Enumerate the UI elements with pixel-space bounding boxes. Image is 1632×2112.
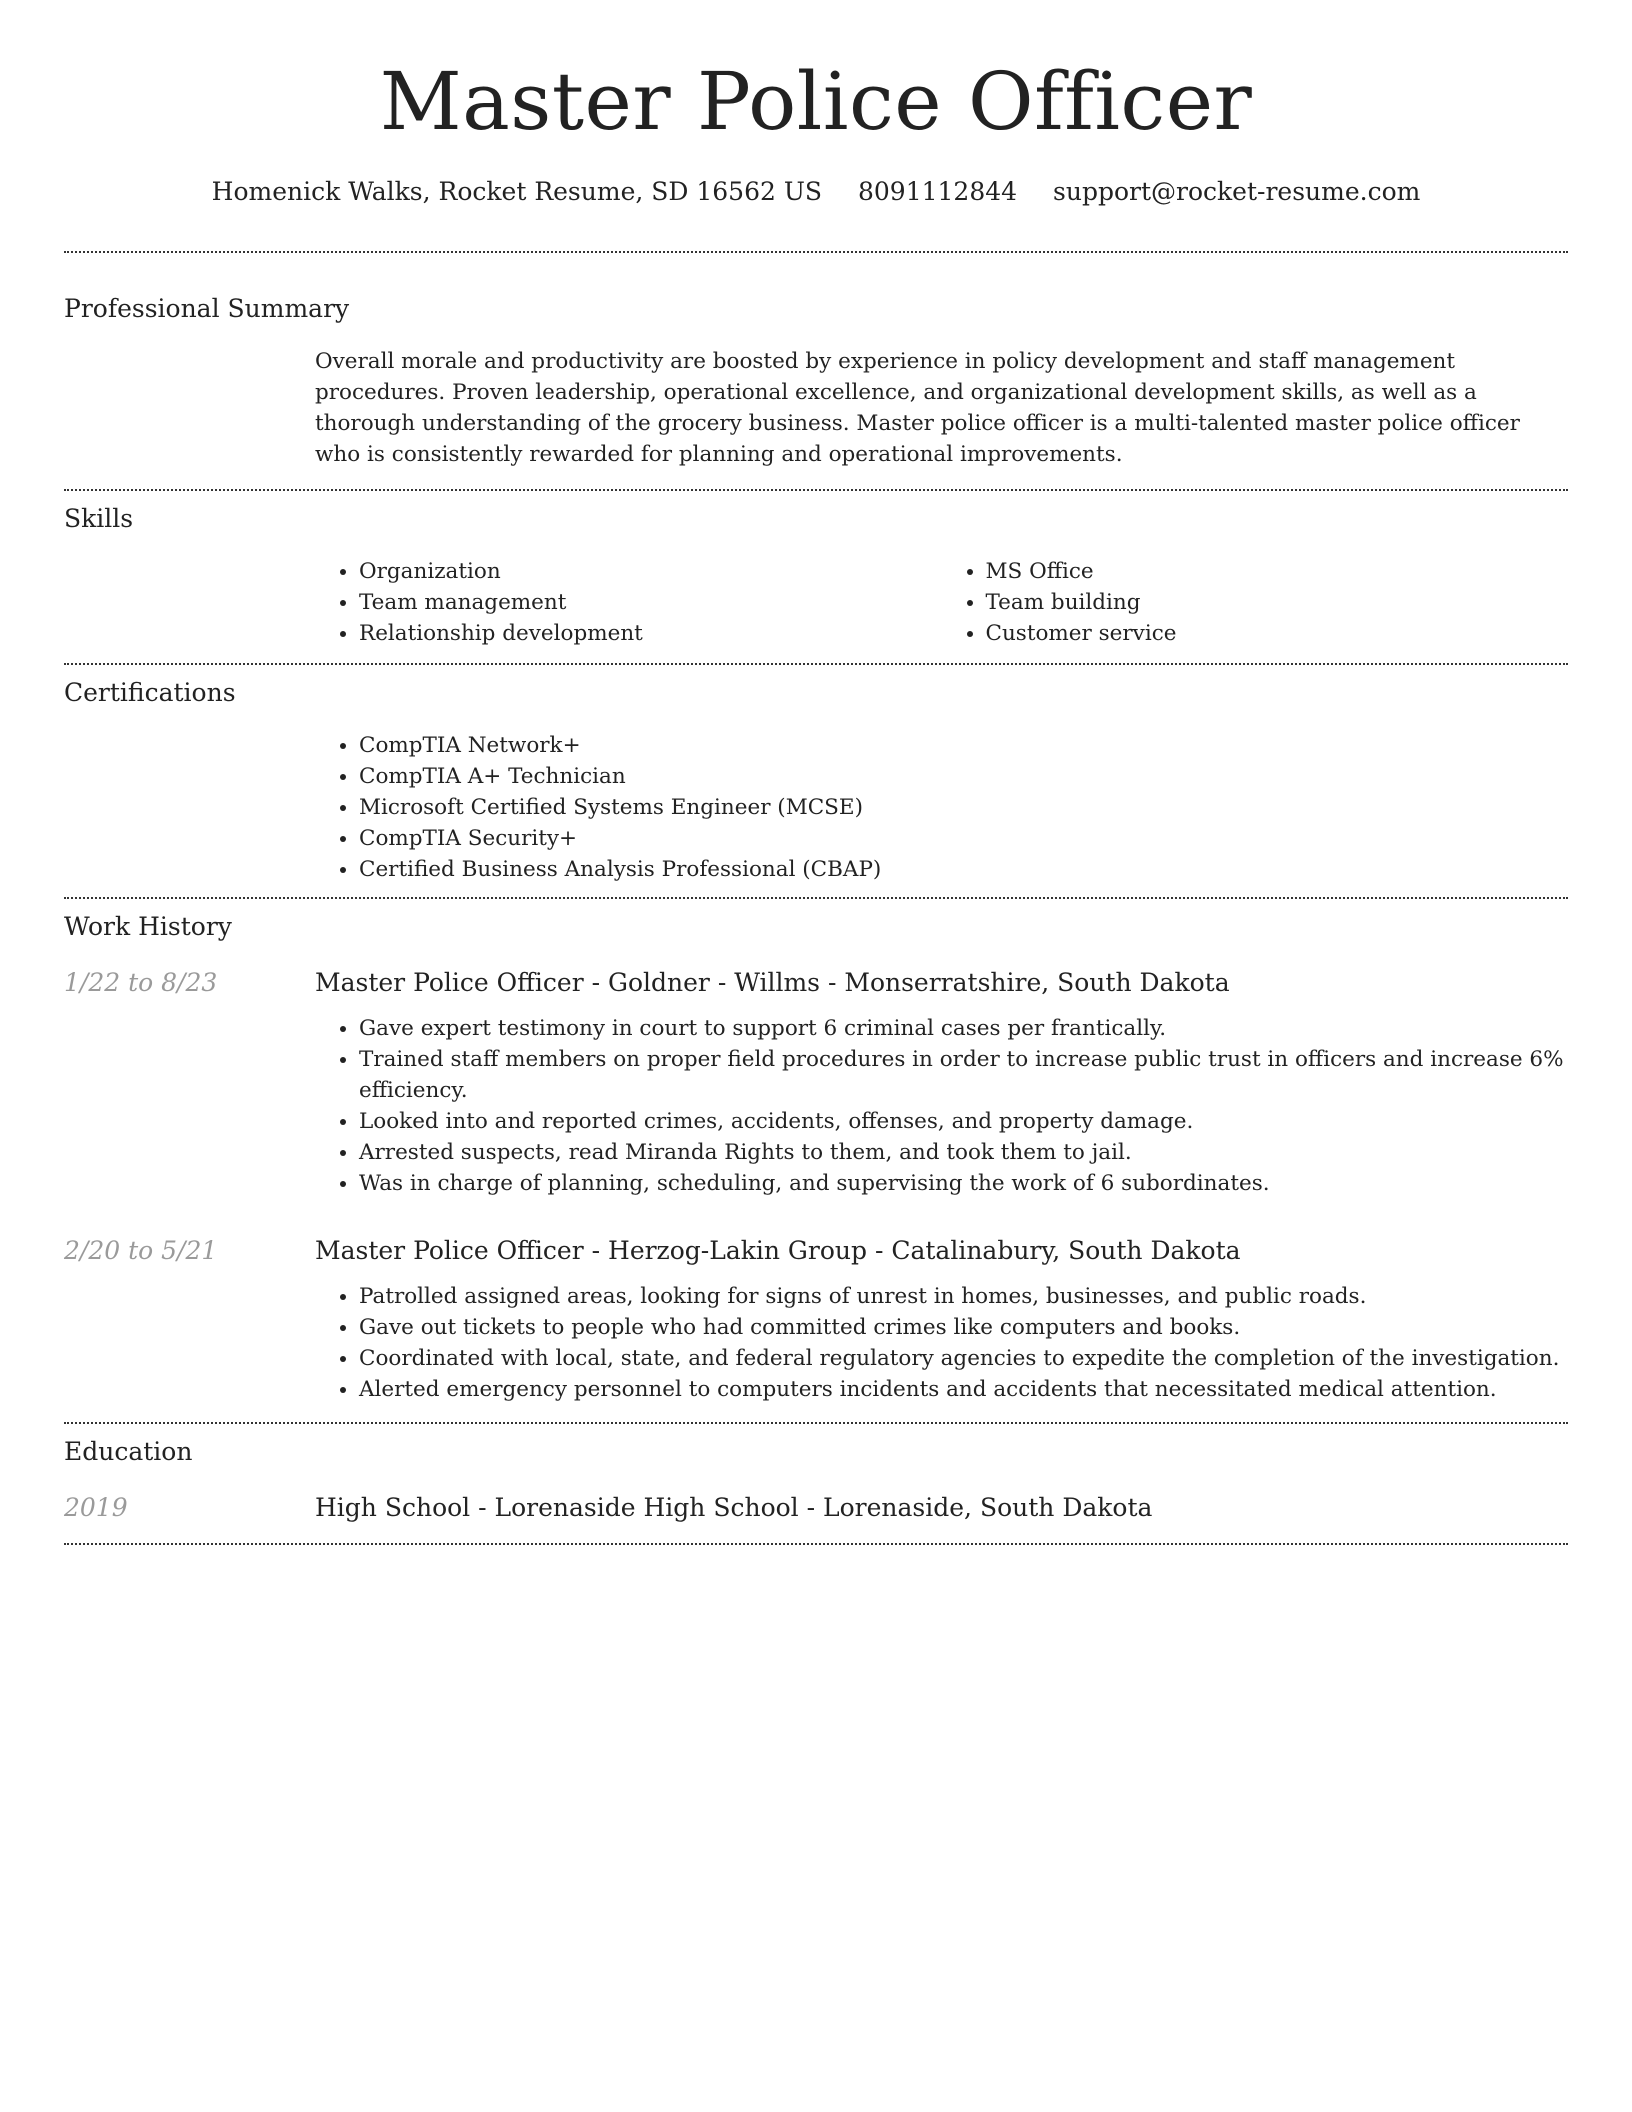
- resume-page: [64, 0, 1568, 1545]
- skill-item: • Team management: [359, 587, 942, 618]
- certifications-section: [64, 676, 1568, 885]
- skills-column-left: [315, 556, 942, 649]
- resume-title: Master Police Officer: [379, 55, 1253, 148]
- job-position: Master Police Officer: [315, 1236, 584, 1265]
- job-bullets: [315, 1013, 1568, 1199]
- contact-address: Homenick Walks, Rocket Resume, SD 16562 US: [211, 177, 823, 206]
- certification-item: • CompTIA Security+: [359, 823, 1568, 854]
- skills-list: [315, 556, 1568, 649]
- certifications-list: [315, 730, 1568, 885]
- certification-item: • Certified Business Analysis Professional (CBAP): [359, 854, 1568, 885]
- contact-line: [64, 172, 1568, 212]
- education-school-location: - Lorenaside High School - Lorenaside, South Dakota: [470, 1493, 1153, 1522]
- job-employer-location: - Goldner - Willms - Monserratshire, South Dakota: [583, 968, 1230, 997]
- section-divider: [64, 489, 1568, 491]
- summary-text: Overall morale and productivity are boosted by experience in policy development and staff management procedures. Proven leadership, operational excellence, and organizational development skills, as well as a thorough understanding of the grocery business. Master police officer is a multi-talented master police officer who is consistently rewarded for planning and operational improvements.: [315, 349, 1520, 467]
- certification-item: • CompTIA Network+: [359, 730, 1568, 761]
- education-degree: High School: [315, 1493, 471, 1522]
- education-date: 2019: [64, 1493, 128, 1522]
- job-employer-location: - Herzog-Lakin Group - Catalinabury, South Dakota: [583, 1236, 1241, 1265]
- job-bullet: • Gave expert testimony in court to support 6 criminal cases per frantically.: [359, 1013, 1568, 1044]
- job-heading: [315, 966, 1230, 1000]
- contact-email[interactable]: support@rocket-resume.com: [1053, 177, 1421, 206]
- section-divider: [64, 1422, 1568, 1424]
- job-dates: 2/20 to 5/21: [64, 1236, 218, 1265]
- job-position: Master Police Officer: [315, 968, 584, 997]
- section-divider: [64, 251, 1568, 253]
- job-bullet: • Arrested suspects, read Miranda Rights to them, and took them to jail.: [359, 1137, 1568, 1168]
- job-dates: 1/22 to 8/23: [64, 968, 218, 997]
- job-entry: [64, 966, 1568, 1000]
- job-bullet: • Trained staff members on proper field procedures in order to increase public trust in officers and increase 6% efficiency.: [359, 1044, 1568, 1106]
- job-entry: [64, 1234, 1568, 1268]
- skills-column-right: [942, 556, 1569, 649]
- summary-section: [64, 292, 1568, 470]
- work-history-heading: Work History: [64, 912, 232, 941]
- skill-item: • Relationship development: [359, 618, 942, 649]
- work-history-section: [64, 910, 1568, 1405]
- skills-section: [64, 502, 1568, 649]
- job-bullet: • Alerted emergency personnel to computers incidents and accidents that necessitated medical attention.: [359, 1374, 1568, 1405]
- certifications-heading: Certifications: [64, 678, 236, 707]
- skill-item: • MS Office: [986, 556, 1569, 587]
- job-bullet: • Gave out tickets to people who had committed crimes like computers and books.: [359, 1312, 1568, 1343]
- education-heading-line: [315, 1491, 1152, 1525]
- job-heading: [315, 1234, 1241, 1268]
- section-divider: [64, 1543, 1568, 1545]
- job-bullet: • Was in charge of planning, scheduling, and supervising the work of 6 subordinates.: [359, 1168, 1568, 1199]
- skill-item: • Team building: [986, 587, 1569, 618]
- contact-phone[interactable]: 8091112844: [858, 177, 1018, 206]
- job-bullet: • Coordinated with local, state, and federal regulatory agencies to expedite the completion of the investigation.: [359, 1343, 1568, 1374]
- education-entry: [64, 1491, 1568, 1525]
- certification-item: • Microsoft Certified Systems Engineer (MCSE): [359, 792, 1568, 823]
- job-bullet: • Patrolled assigned areas, looking for signs of unrest in homes, businesses, and public roads.: [359, 1281, 1568, 1312]
- education-heading: Education: [64, 1437, 193, 1466]
- skill-item: • Organization: [359, 556, 942, 587]
- education-section: [64, 1435, 1568, 1525]
- certification-item: • CompTIA A+ Technician: [359, 761, 1568, 792]
- section-divider: [64, 663, 1568, 665]
- section-divider: [64, 897, 1568, 899]
- job-bullets: [315, 1281, 1568, 1405]
- job-bullet: • Looked into and reported crimes, accidents, offenses, and property damage.: [359, 1106, 1568, 1137]
- summary-heading: Professional Summary: [64, 294, 350, 323]
- skill-item: • Customer service: [986, 618, 1569, 649]
- skills-heading: Skills: [64, 504, 134, 533]
